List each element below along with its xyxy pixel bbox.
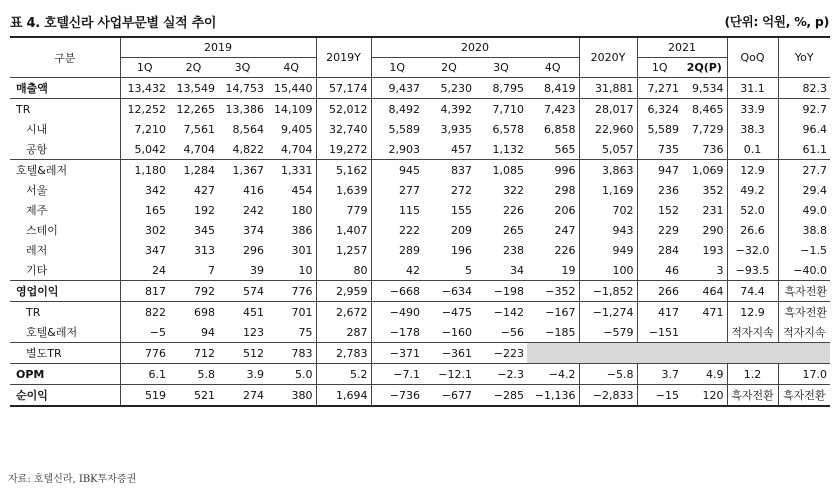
cell: 12.9 <box>727 302 778 323</box>
cell: 1,085 <box>475 160 527 181</box>
cell: 13,432 <box>120 78 169 99</box>
cell: 272 <box>451 183 472 197</box>
cell: 427 <box>194 183 215 197</box>
cell: 386 <box>291 223 313 237</box>
cell: 155 <box>451 203 472 217</box>
cell: 779 <box>316 200 371 220</box>
cell: 521 <box>169 385 218 407</box>
table-title: 표 4. 호텔신라 사업부문별 실적 추이 <box>10 16 217 31</box>
cell: 46 <box>637 260 682 281</box>
cell: −1,274 <box>579 302 637 323</box>
cell: 31,881 <box>579 78 637 99</box>
row-label: 레저 <box>26 244 48 257</box>
cell: 4,392 <box>423 99 475 120</box>
cell: −167 <box>527 302 579 323</box>
cell: 289 <box>371 240 423 260</box>
cell: 817 <box>120 281 169 302</box>
cell: 5.2 <box>316 364 371 385</box>
cell: 1,132 <box>492 142 524 156</box>
cell: 2,959 <box>316 281 371 302</box>
cell: 26.6 <box>727 220 778 240</box>
cell: 7,729 <box>692 122 724 136</box>
cell: 38.3 <box>727 119 778 139</box>
cell: −2,833 <box>579 385 637 407</box>
cell: 31.1 <box>727 78 778 99</box>
cell: 238 <box>503 243 524 257</box>
cell: −32.0 <box>727 240 778 260</box>
cell: 9,534 <box>682 78 727 99</box>
header-qoq: QoQ <box>727 37 778 78</box>
cell: 209 <box>451 223 472 237</box>
cell: 464 <box>682 281 727 302</box>
cell: −5.8 <box>579 364 637 385</box>
cell: 454 <box>291 183 313 197</box>
cell: 7,710 <box>475 99 527 120</box>
cell: 231 <box>702 203 724 217</box>
cell: 196 <box>451 243 472 257</box>
cell: 12,252 <box>120 99 169 120</box>
cell: 12,265 <box>169 99 218 120</box>
cell: 792 <box>169 281 218 302</box>
cell: 61.1 <box>778 139 830 160</box>
row-label: 매출액 <box>10 78 120 99</box>
cell: 115 <box>371 200 423 220</box>
cell: −736 <box>371 385 423 407</box>
header-2019: 2019 <box>120 37 316 58</box>
row-label: 호텔&레저 <box>10 160 120 181</box>
cell: 6.1 <box>120 364 169 385</box>
table-row <box>10 343 830 364</box>
cell: 24 <box>120 260 169 281</box>
cell: 5,057 <box>579 139 637 160</box>
cell: 287 <box>316 322 371 343</box>
cell: 342 <box>120 180 169 200</box>
cell: 1,694 <box>316 385 371 407</box>
row-label: 별도TR <box>10 343 120 364</box>
cell: 100 <box>579 260 637 281</box>
cell: 0.1 <box>727 139 778 160</box>
header-2021: 2021 <box>637 37 727 58</box>
cell: 457 <box>451 142 472 156</box>
cell: −285 <box>475 385 527 407</box>
cell: 242 <box>243 203 264 217</box>
cell: 352 <box>702 183 724 197</box>
header-q: 1Q <box>120 58 169 78</box>
cell: 698 <box>169 302 218 323</box>
cell: 49.0 <box>778 200 830 220</box>
cell: 222 <box>371 220 423 240</box>
cell: 2,783 <box>316 343 371 364</box>
table-row <box>10 220 830 240</box>
cell: −4.2 <box>527 364 579 385</box>
cell: −352 <box>527 281 579 302</box>
row-label: 영업이익 <box>10 281 120 302</box>
cell: 192 <box>194 203 215 217</box>
cell: 8,795 <box>475 78 527 99</box>
row-label: 호텔&레저 <box>26 326 78 339</box>
cell: 229 <box>637 220 682 240</box>
cell: −15 <box>637 385 682 407</box>
unit-label: (단위: 억원, %, p) <box>724 14 829 29</box>
cell: 266 <box>637 281 682 302</box>
header-row-quarters <box>10 58 830 78</box>
cell: 265 <box>503 223 524 237</box>
cell: 123 <box>243 325 264 339</box>
cell: 흑자전환 <box>778 302 830 323</box>
cell: 1,639 <box>316 180 371 200</box>
row-label: 스테이 <box>26 224 58 237</box>
cell: 17.0 <box>778 364 830 385</box>
cell: −142 <box>475 302 527 323</box>
cell: 943 <box>579 220 637 240</box>
cell: 1,180 <box>120 160 169 181</box>
cell: 3.7 <box>637 364 682 385</box>
row-label: 기타 <box>26 264 48 277</box>
title-bar <box>0 0 837 36</box>
cell: 12.9 <box>727 160 778 181</box>
cell: 512 <box>218 343 267 364</box>
cell: 3,935 <box>440 122 472 136</box>
shaded-cell <box>579 343 637 364</box>
cell: 14,753 <box>218 78 267 99</box>
cell: 49.2 <box>727 180 778 200</box>
cell: 574 <box>218 281 267 302</box>
cell: 783 <box>267 343 316 364</box>
cell: 92.7 <box>778 99 830 120</box>
cell: 57,174 <box>316 78 371 99</box>
cell: 193 <box>702 243 724 257</box>
header-q: 4Q <box>283 61 300 74</box>
cell: 301 <box>291 243 313 257</box>
cell: 1,169 <box>579 180 637 200</box>
cell: 374 <box>243 223 264 237</box>
cell: 14,109 <box>267 99 316 120</box>
cell: −93.5 <box>727 260 778 281</box>
shaded-cell <box>778 343 830 364</box>
header-q: 3Q <box>234 61 251 74</box>
row-label: 서울 <box>26 184 48 197</box>
cell: 277 <box>371 180 423 200</box>
table-row <box>10 180 830 200</box>
cell: −185 <box>545 325 576 339</box>
cell: 32,740 <box>316 119 371 139</box>
header-2020: 2020 <box>371 37 579 58</box>
cell: 519 <box>120 385 169 407</box>
cell: 6,578 <box>492 122 524 136</box>
cell: 2,672 <box>316 302 371 323</box>
cell: 3,863 <box>579 160 637 181</box>
cell: 34 <box>510 263 524 277</box>
table-row <box>10 139 830 160</box>
table-row <box>10 385 830 407</box>
cell: 165 <box>120 200 169 220</box>
header-yoy: YoY <box>778 37 830 78</box>
cell: 1.2 <box>727 364 778 385</box>
cell: 27.7 <box>778 160 830 181</box>
cell: 347 <box>120 240 169 260</box>
cell: 52.0 <box>727 200 778 220</box>
row-label: 순이익 <box>10 385 120 407</box>
cell: 5 <box>465 263 472 277</box>
cell: 흑자전환 <box>727 385 778 407</box>
header-q: 3Q <box>493 61 509 74</box>
cell: 82.3 <box>778 78 830 99</box>
cell: 1,069 <box>682 160 727 181</box>
cell: 1,257 <box>316 240 371 260</box>
cell: −361 <box>423 343 475 364</box>
cell: 120 <box>682 385 727 407</box>
cell: 39 <box>250 263 264 277</box>
cell: 7,561 <box>183 122 215 136</box>
cell: −677 <box>423 385 475 407</box>
cell: 451 <box>218 302 267 323</box>
cell: −151 <box>637 322 682 343</box>
cell: 736 <box>702 142 724 156</box>
table-row <box>10 200 830 220</box>
table-row <box>10 99 830 120</box>
cell: 3 <box>716 263 724 277</box>
cell: 290 <box>702 223 724 237</box>
cell: 5,162 <box>316 160 371 181</box>
cell: 247 <box>554 223 576 237</box>
header-q: 2Q <box>185 61 202 74</box>
cell: 9,437 <box>371 78 423 99</box>
cell: 701 <box>267 302 316 323</box>
table-row <box>10 281 830 302</box>
cell: 4,822 <box>232 142 264 156</box>
cell: 945 <box>371 160 423 181</box>
cell: 296 <box>243 243 264 257</box>
cell: −1,136 <box>527 385 579 407</box>
cell <box>682 322 727 343</box>
cell: 4,704 <box>281 142 313 156</box>
cell: 947 <box>637 160 682 181</box>
table-row <box>10 260 830 281</box>
cell: 7 <box>208 263 215 277</box>
cell: 226 <box>554 243 576 257</box>
cell: 380 <box>267 385 316 407</box>
cell: 417 <box>637 302 682 323</box>
table-row <box>10 302 830 323</box>
cell: 15,440 <box>267 78 316 99</box>
cell: 7,210 <box>120 119 169 139</box>
cell: 776 <box>120 343 169 364</box>
cell: 471 <box>682 302 727 323</box>
cell: −12.1 <box>423 364 475 385</box>
cell: 180 <box>291 203 313 217</box>
cell: 7,271 <box>637 78 682 99</box>
cell: 6,858 <box>544 122 576 136</box>
cell: 236 <box>637 180 682 200</box>
cell: 298 <box>554 183 576 197</box>
cell: 94 <box>201 325 215 339</box>
header-2020y: 2020Y <box>579 37 637 78</box>
cell: 2,903 <box>371 139 423 160</box>
cell: 226 <box>503 203 524 217</box>
cell: −7.1 <box>371 364 423 385</box>
source-note: 자료: 호텔신라, IBK투자증권 <box>8 474 137 485</box>
table-row <box>10 160 830 181</box>
cell: 42 <box>371 260 423 281</box>
cell: 322 <box>503 183 524 197</box>
cell: 313 <box>194 243 215 257</box>
table-row <box>10 119 830 139</box>
cell: 712 <box>169 343 218 364</box>
row-label: 제주 <box>26 204 48 217</box>
cell: −40.0 <box>778 260 830 281</box>
shaded-cell <box>637 343 682 364</box>
cell: 96.4 <box>778 119 830 139</box>
cell: 949 <box>579 240 637 260</box>
header-category: 구분 <box>10 37 120 78</box>
cell: 7,423 <box>527 99 579 120</box>
shaded-cell <box>527 343 579 364</box>
cell: −579 <box>579 322 637 343</box>
cell: 38.8 <box>778 220 830 240</box>
cell: 52,012 <box>316 99 371 120</box>
cell: −371 <box>371 343 423 364</box>
cell: −1,852 <box>579 281 637 302</box>
row-label: 시내 <box>26 123 48 136</box>
cell: 206 <box>554 203 576 217</box>
cell: −178 <box>371 322 423 343</box>
cell: 345 <box>194 223 215 237</box>
row-label: TR <box>10 99 120 120</box>
cell: 565 <box>554 142 576 156</box>
cell: −198 <box>475 281 527 302</box>
earnings-table <box>10 36 830 407</box>
cell: 13,386 <box>218 99 267 120</box>
cell: 5,042 <box>120 139 169 160</box>
header-q-preliminary: 2Q(P) <box>686 61 722 74</box>
cell: 80 <box>316 260 371 281</box>
cell: 5,589 <box>371 119 423 139</box>
cell: 1,331 <box>267 160 316 181</box>
table-row <box>10 322 830 343</box>
shaded-cell <box>727 343 778 364</box>
cell: 13,549 <box>169 78 218 99</box>
row-label: OPM <box>10 364 120 385</box>
cell: 9,405 <box>281 122 313 136</box>
table-row <box>10 78 830 99</box>
row-label: 공항 <box>26 143 48 156</box>
cell: −634 <box>423 281 475 302</box>
cell: 5,589 <box>637 119 682 139</box>
cell: 75 <box>298 325 313 339</box>
cell: −5 <box>120 322 169 343</box>
cell: 적자지속 <box>727 322 778 343</box>
shaded-cell <box>682 343 727 364</box>
cell: 3.9 <box>218 364 267 385</box>
cell: 776 <box>267 281 316 302</box>
header-q: 1Q <box>371 58 423 78</box>
cell: −490 <box>371 302 423 323</box>
cell: 4,704 <box>183 142 215 156</box>
cell: 702 <box>579 200 637 220</box>
cell: 8,492 <box>371 99 423 120</box>
cell: 19,272 <box>316 139 371 160</box>
cell: 19 <box>561 263 576 277</box>
cell: 33.9 <box>727 99 778 120</box>
row-label: TR <box>10 302 120 323</box>
cell: 837 <box>423 160 475 181</box>
cell: 29.4 <box>778 180 830 200</box>
cell: 22,960 <box>579 119 637 139</box>
header-q: 2Q <box>441 61 457 74</box>
cell: 5,230 <box>423 78 475 99</box>
cell: 10 <box>298 263 313 277</box>
cell: 822 <box>120 302 169 323</box>
header-q: 4Q <box>544 61 561 74</box>
cell: −56 <box>500 325 524 339</box>
cell: 8,564 <box>232 122 264 136</box>
cell: 흑자전환 <box>778 385 830 407</box>
cell: −668 <box>371 281 423 302</box>
cell: −223 <box>475 343 527 364</box>
cell: 996 <box>527 160 579 181</box>
header-q: 1Q <box>637 58 682 78</box>
cell: 28,017 <box>579 99 637 120</box>
header-row-years <box>10 37 830 58</box>
cell: −475 <box>423 302 475 323</box>
header-2019y: 2019Y <box>316 37 371 78</box>
cell: 8,465 <box>682 99 727 120</box>
cell: −2.3 <box>475 364 527 385</box>
table-row <box>10 364 830 385</box>
cell: 5.8 <box>169 364 218 385</box>
cell: 416 <box>243 183 264 197</box>
cell: 1,407 <box>316 220 371 240</box>
cell: 1,284 <box>169 160 218 181</box>
cell: 274 <box>218 385 267 407</box>
cell: 5.0 <box>267 364 316 385</box>
cell: 적자지속 <box>778 322 830 343</box>
cell: 302 <box>120 220 169 240</box>
cell: 152 <box>637 200 682 220</box>
cell: 흑자전환 <box>778 281 830 302</box>
cell: −160 <box>441 325 472 339</box>
cell: −1.5 <box>778 240 830 260</box>
cell: 74.4 <box>727 281 778 302</box>
cell: 284 <box>637 240 682 260</box>
cell: 4.9 <box>682 364 727 385</box>
table-row <box>10 240 830 260</box>
cell: 735 <box>637 139 682 160</box>
cell: 6,324 <box>637 99 682 120</box>
cell: 8,419 <box>527 78 579 99</box>
cell: 1,367 <box>218 160 267 181</box>
